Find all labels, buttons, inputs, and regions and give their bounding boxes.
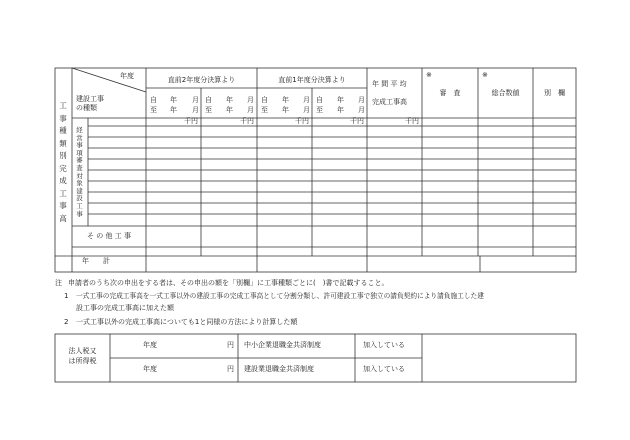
note-main: 申請者のうち次の申出をする者は、その申出の額を「別欄」に工事種類ごとに( )書で記載すること。 bbox=[68, 279, 389, 287]
tax-year-label: 年度 bbox=[143, 365, 157, 373]
unit-label: 千円 bbox=[240, 117, 254, 125]
col-prev2-header: 直前2年度分決算より bbox=[167, 76, 236, 84]
tax-yen-label: 円 bbox=[227, 365, 234, 373]
unit-label: 千円 bbox=[405, 117, 419, 125]
note-1-text-cont: 設工事の完成工事高に加えた額 bbox=[76, 304, 174, 312]
note-2-text: 一式工事以外の完成工事高についても1と同様の方法により計算した額 bbox=[76, 318, 298, 326]
status-enrolled: 加入している bbox=[363, 341, 405, 349]
mark-total: ※ bbox=[482, 71, 488, 79]
year-header: 年度 bbox=[120, 72, 134, 80]
col-review-header: 審 査 bbox=[439, 89, 461, 97]
col-avg-header-line2: 完成工事高 bbox=[372, 98, 407, 106]
col-avg-header-line1: 年 間 平 均 bbox=[372, 80, 407, 88]
col-total-header: 総合数値 bbox=[491, 89, 520, 97]
form-page: 年度 建設工事の種類 直前2年度分決算より 直前1年度分決算より 年 間 平 均 完成工事高 ※ 審 査 ※ 総合数値 別 欄 自 年 月 至 年 月 自 年 月 至 年 月 自 年 月 至 年 月 自 年 月 至 年 月 千円 千円 千円 千円 千円 工事種類別完成工事高 経営事項審査対象建設工事 そ の 他 工 事 年 計 注 申請者のうち次の申出をする者は、その申出の額を「別欄」に工事種類ごとに( )書で記載すること。 1 一式工事の完成工事高を一式工事以外の建設工事の完成工事高として分割分類し、許可建設工事で独立の請負契約により請負施工した建 設工事の完成工事高に加えた額 2 一式工事以外の完成工事高についても1と同様の方法により計算した額 法人税又 は所得税 年度 円 年度 円 中小企業退職金共済制度 建設業退職金共済制度 加入している 加入している bbox=[0, 0, 630, 440]
other-works-label: そ の 他 工 事 bbox=[87, 232, 131, 240]
total-label: 年 計 bbox=[82, 257, 110, 265]
unit-label: 千円 bbox=[295, 117, 309, 125]
status-enrolled: 加入している bbox=[363, 365, 405, 373]
col-remarks-header: 別 欄 bbox=[544, 89, 565, 97]
tax-yen-label: 円 bbox=[227, 341, 234, 349]
unit-label: 千円 bbox=[350, 117, 364, 125]
note-head: 注 bbox=[55, 279, 62, 287]
work-type-header: 建設工事の種類 bbox=[76, 95, 104, 112]
note-2-number: 2 bbox=[64, 318, 69, 326]
col-prev1-header: 直前1年度分決算より bbox=[278, 76, 346, 84]
mark-review: ※ bbox=[426, 71, 432, 79]
scheme-construction: 建設業退職金共済制度 bbox=[244, 365, 314, 373]
note-1-text: 一式工事の完成工事高を一式工事以外の建設工事の完成工事高として分割分類し、許可建設工事で独立の請負契約により請負施工した建 bbox=[76, 292, 484, 300]
row-group-label: 工事種類別完成工事高 bbox=[59, 101, 67, 223]
note-1-number: 1 bbox=[64, 292, 69, 300]
tax-year-label: 年度 bbox=[143, 341, 157, 349]
tax-label-line1: 法人税又 bbox=[68, 347, 97, 355]
inner-group-label: 経営事項審査対象建設工事 bbox=[76, 126, 83, 218]
tax-label-line2: は所得税 bbox=[68, 357, 97, 365]
unit-label: 千円 bbox=[184, 117, 198, 125]
scheme-small-business: 中小企業退職金共済制度 bbox=[244, 341, 321, 349]
